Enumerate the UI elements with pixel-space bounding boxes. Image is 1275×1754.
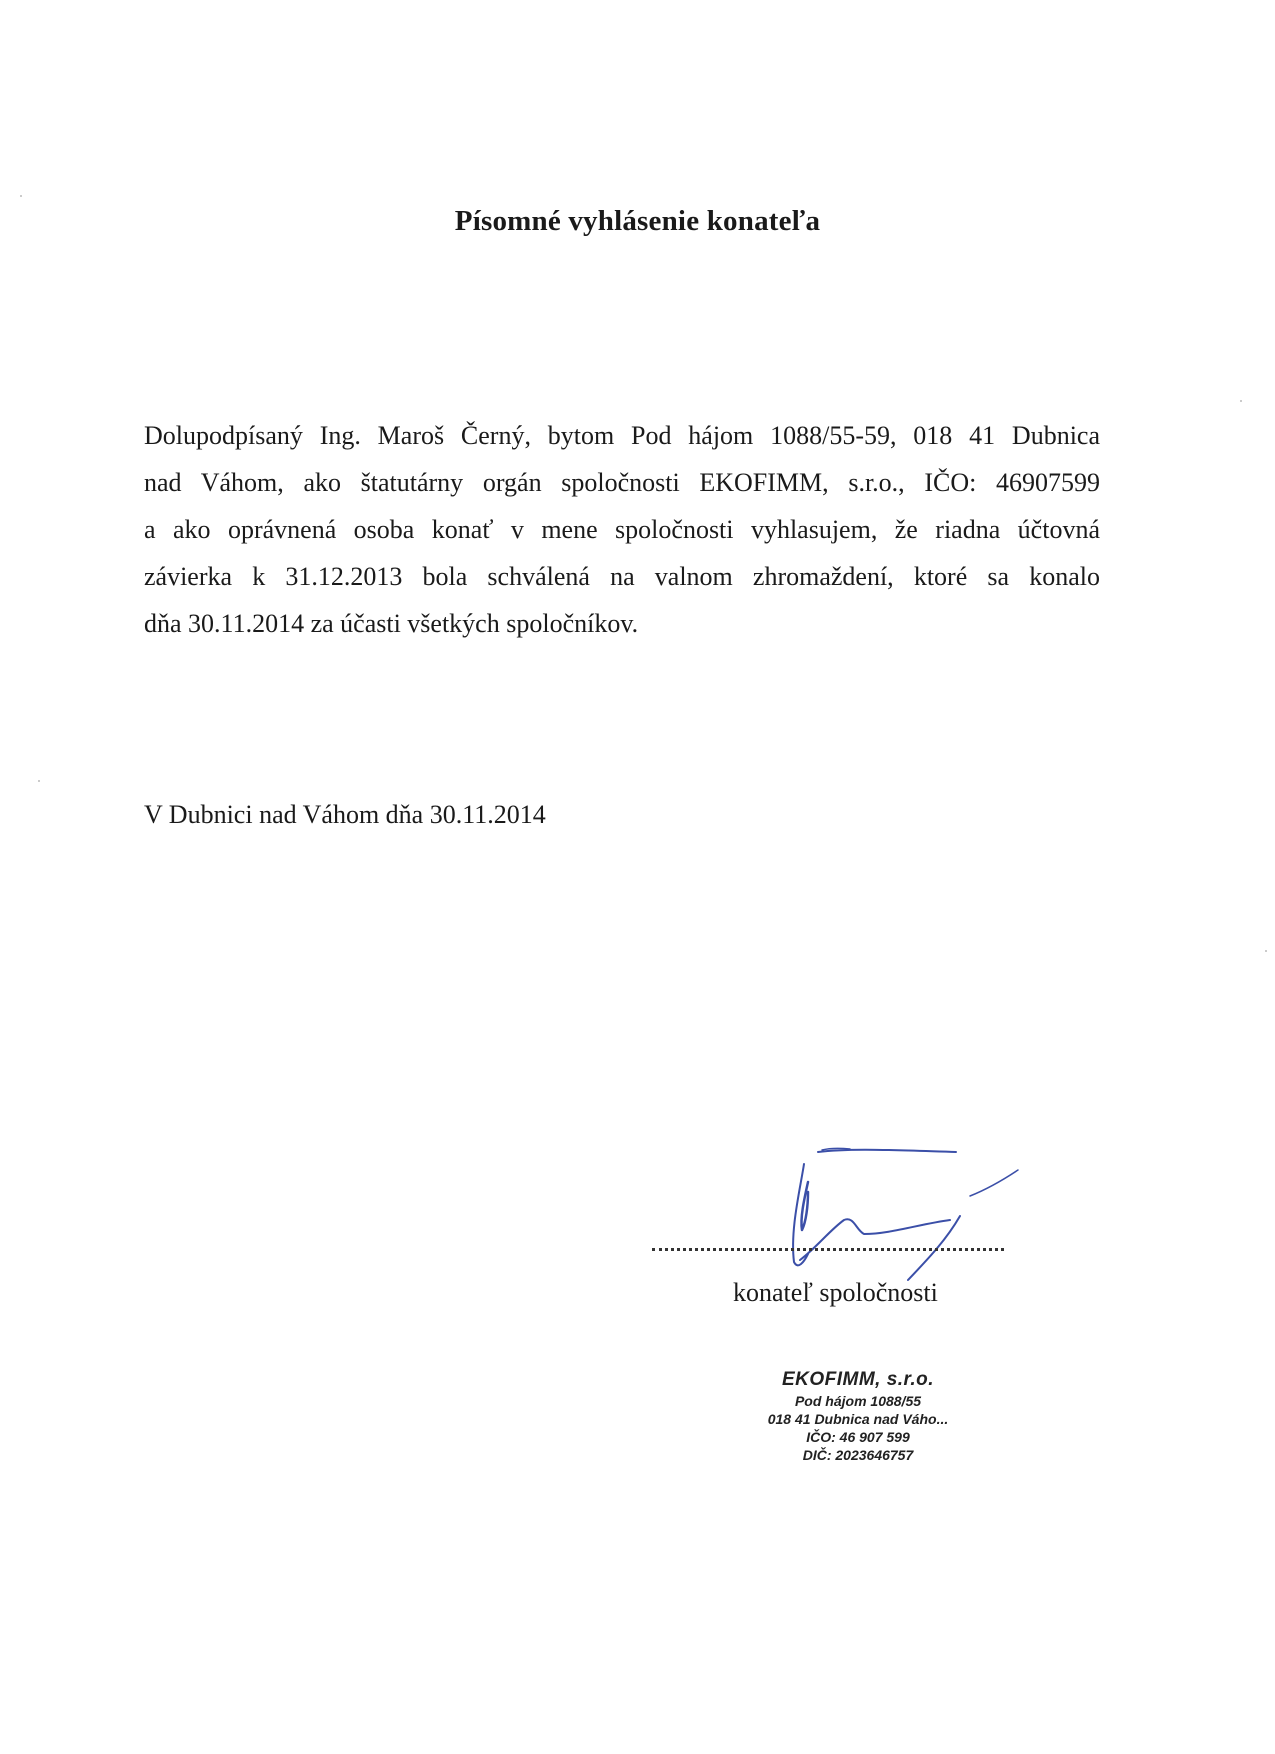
scan-speck [1265, 950, 1267, 952]
place-and-date: V Dubnici nad Váhom dňa 30.11.2014 [144, 800, 546, 829]
stamp-city: 018 41 Dubnica nad Váho... [767, 1411, 949, 1427]
scan-speck [38, 780, 40, 782]
declaration-paragraph [144, 412, 1100, 647]
document-title: Písomné vyhlásenie konateľa [454, 205, 821, 237]
stamp-ico: IČO: 46 907 599 [806, 1429, 910, 1445]
company-stamp [738, 1368, 978, 1464]
scan-speck [1240, 400, 1242, 402]
declaration-line: závierka k 31.12.2013 bola schválená na valnom zhromaždení, ktoré sa konalo [144, 562, 1100, 591]
declaration-line: a ako oprávnená osoba konať v mene spoločnosti vyhlasujem, že riadna účtovná [144, 515, 1100, 544]
stamp-dic: DIČ: 2023646757 [802, 1447, 914, 1463]
handwritten-signature [760, 1130, 1020, 1300]
scan-speck [20, 195, 22, 197]
stamp-street: Pod hájom 1088/55 [794, 1393, 922, 1409]
stamp-company-name: EKOFIMM, s.r.o. [781, 1369, 935, 1390]
signature-line [652, 1248, 1004, 1257]
declaration-line: Dolupodpísaný Ing. Maroš Černý, bytom Pod hájom 1088/55-59, 018 41 Dubnica [144, 421, 1100, 450]
declaration-line: dňa 30.11.2014 za účasti všetkých spoločníkov. [144, 609, 639, 638]
signature-role-label: konateľ spoločnosti [733, 1278, 938, 1307]
declaration-line: nad Váhom, ako štatutárny orgán spoločnosti EKOFIMM, s.r.o., IČO: 46907599 [144, 468, 1100, 497]
